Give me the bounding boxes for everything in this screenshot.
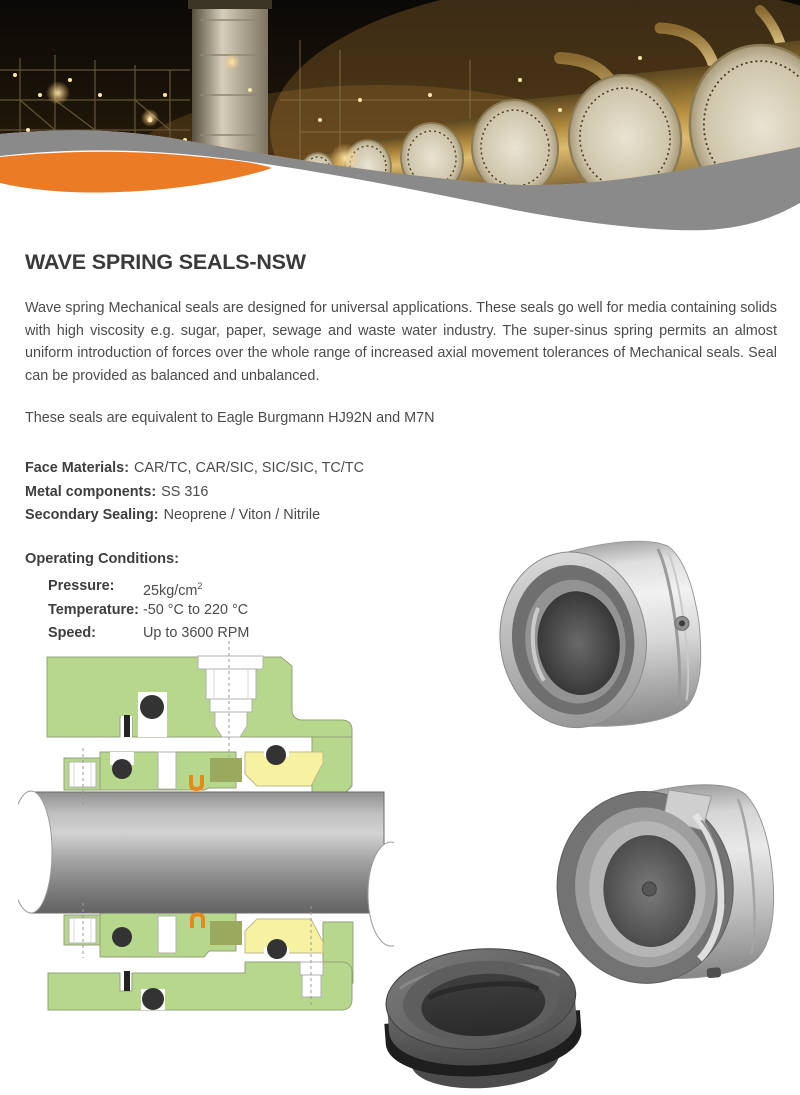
header-banner (0, 0, 800, 240)
intro-paragraph: Wave spring Mechanical seals are designed for universal applications. These seals go well for media containing solids with high viscosity e.g. sugar, paper, sewage and waste water industry. The super-sinus spring permits an almost uniform introduction of forces over the whole range of increased axial movement tolerances of Mechanical seals. Seal can be provided as balanced and unbalanced. (25, 300, 777, 384)
spec-value: SS 316 (161, 483, 209, 500)
o-ring-gland-top (112, 759, 132, 779)
drive-pin-bottom (124, 971, 130, 991)
o-ring-top (140, 695, 164, 719)
seal-cross-section-diagram (18, 638, 394, 1016)
spec-label: Metal components: (25, 483, 157, 500)
opcond-value: $25kg/cm^2$ (143, 581, 203, 599)
shaft (30, 792, 384, 913)
opcond-value: Up to 3600 RPM (143, 625, 250, 642)
opcond-label: Temperature: (48, 601, 139, 618)
spec-face-materials (25, 457, 777, 481)
drive-pin-top (124, 715, 130, 737)
superscript: 2 (197, 581, 203, 591)
page-title: WAVE SPRING SEALS-NSW (25, 250, 306, 274)
operating-conditions-heading: Operating Conditions: (25, 551, 180, 567)
o-ring-gland-bottom (112, 927, 132, 947)
seal-face-top (210, 758, 242, 782)
spec-value: CAR/TC, CAR/SIC, SIC/SIC, TC/TC (133, 460, 364, 476)
seal-face-bottom (210, 921, 242, 945)
opcond-value: -50 °C to 220 °C (143, 601, 249, 618)
equivalence-note: These seals are equivalent to Eagle Burgmann HJ92N and M7N (25, 410, 435, 426)
operating-conditions (25, 551, 485, 646)
materials-specs (25, 457, 777, 528)
spec-metal-components (25, 481, 777, 505)
carbon-seat-ring-photo (382, 945, 588, 1093)
opcond-row-pressure (48, 575, 485, 599)
opcond-row-temperature (48, 599, 485, 623)
spec-label: Secondary Sealing: (25, 507, 159, 524)
spec-secondary-sealing (25, 504, 777, 528)
o-ring-bottom (142, 988, 164, 1010)
opcond-label: Speed: (48, 625, 96, 642)
o-ring-seat-top (266, 745, 286, 765)
spec-value: Neoprene / Viton / Nitrile (163, 507, 321, 524)
industrial-plant-photo (0, 0, 800, 240)
seal-head-photo (487, 536, 705, 738)
spec-label: Face Materials: (25, 460, 129, 476)
opcond-label: Pressure: (48, 578, 115, 594)
o-ring-seat-bottom (267, 939, 287, 959)
